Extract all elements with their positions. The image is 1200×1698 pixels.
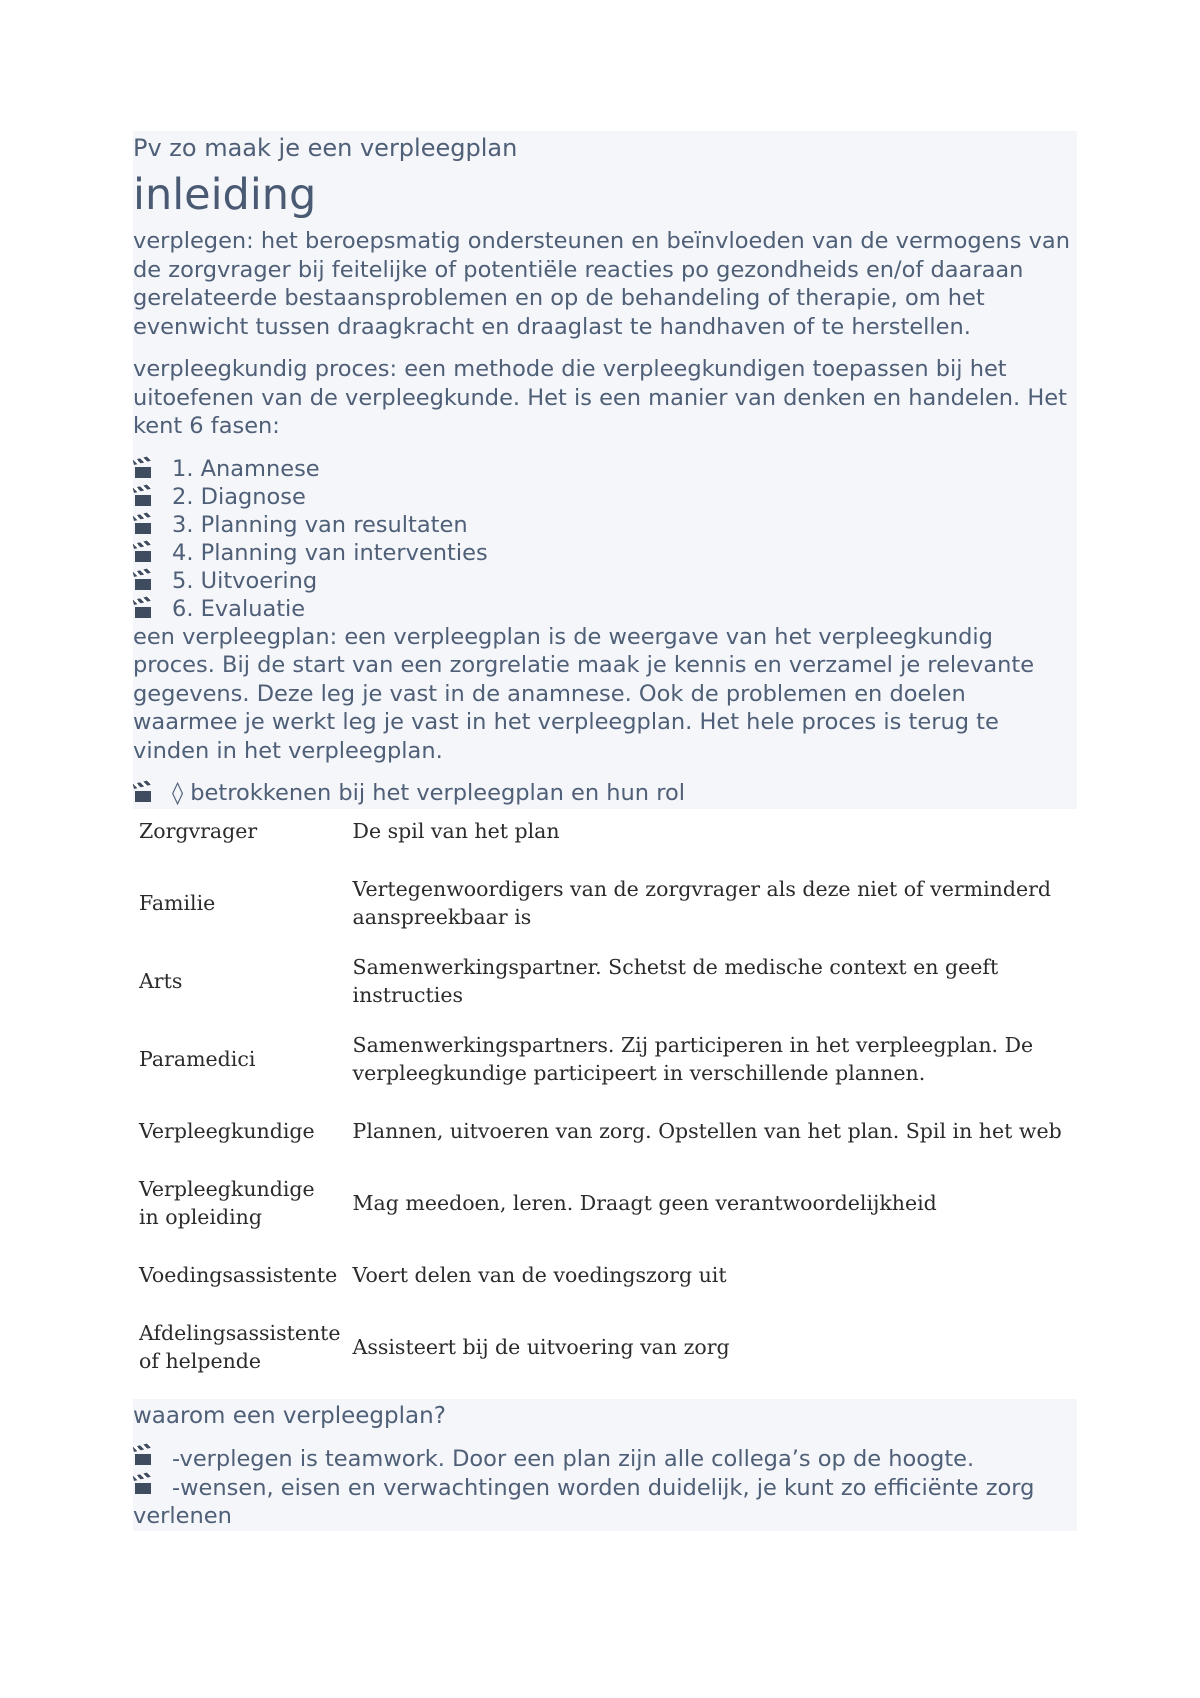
phases-list (133, 455, 1077, 623)
description-cell: De spil van het plan (352, 819, 560, 843)
why-bullet (133, 1445, 1077, 1474)
table-row (133, 809, 1077, 853)
phase-label: 4. Planning van interventies (172, 539, 488, 566)
clapperboard-icon (133, 571, 157, 591)
description-cell: Mag meedoen, leren. Draagt geen verantwoordelijkheid (352, 1191, 937, 1215)
table-row (133, 853, 1077, 953)
list-item (133, 511, 1077, 539)
role-cell: Paramedici (139, 1047, 256, 1071)
heading-inleiding: inleiding (133, 170, 317, 220)
list-item (133, 483, 1077, 511)
clapperboard-icon (133, 783, 157, 803)
why-bullet (133, 1474, 1077, 1531)
table-row (133, 1253, 1077, 1297)
role-cell: Voedingsassistente (139, 1263, 338, 1287)
table-row (133, 1009, 1077, 1109)
document-title: Pv zo maak je een verpleegplan (133, 134, 518, 162)
clapperboard-icon (133, 1475, 157, 1495)
phase-label: 2. Diagnose (172, 483, 306, 510)
roles-table (133, 809, 1077, 1397)
document-page (133, 131, 1077, 1531)
table-row (133, 1297, 1077, 1397)
description-cell: Voert delen van de voedingszorg uit (352, 1263, 727, 1287)
clapperboard-icon (133, 459, 157, 479)
clapperboard-icon (133, 515, 157, 535)
why-bullet-text: -wensen, eisen en verwachtingen worden duidelijk, je kunt zo efficiënte zorg verlenen (133, 1474, 1035, 1529)
description-cell: Samenwerkingspartners. Zij participeren in het verpleegplan. De verpleegkundige participeert in verschillende plannen. (352, 1033, 1034, 1085)
list-item (133, 595, 1077, 623)
list-item (133, 539, 1077, 567)
clapperboard-icon (133, 487, 157, 507)
role-cell: Verpleegkundige (139, 1119, 315, 1143)
phase-label: 1. Anamnese (172, 455, 320, 482)
table-row (133, 1153, 1077, 1253)
table-row (133, 953, 1077, 1009)
why-bullet-text: -verplegen is teamwork. Door een plan zijn alle collega’s op de hoogte. (172, 1446, 975, 1472)
clapperboard-icon (133, 1446, 157, 1466)
phase-label: 5. Uitvoering (172, 567, 318, 594)
intro-section (133, 131, 1077, 809)
role-cell: Verpleegkundige in opleiding (139, 1177, 315, 1229)
role-cell: Arts (139, 969, 183, 993)
description-cell: Vertegenwoordigers van de zorgvrager als deze niet of verminderd aanspreekbaar is (352, 877, 1052, 929)
role-cell: Afdelingsassistente of helpende (139, 1321, 341, 1373)
stakeholders-bullet (133, 779, 1077, 809)
why-section (133, 1399, 1077, 1531)
role-cell: Zorgvrager (139, 819, 258, 843)
table-row (133, 1109, 1077, 1153)
paragraph-verpleegkundig-proces: verpleegkundig proces: een methode die verpleegkundigen toepassen bij het uitoefenen van de verpleegkunde. Het is een manier van denken en handelen. Het kent 6 fasen: (133, 356, 1067, 439)
clapperboard-icon (133, 599, 157, 619)
list-item (133, 567, 1077, 595)
phase-label: 6. Evaluatie (172, 595, 306, 622)
heading-why: waarom een verpleegplan? (133, 1403, 446, 1429)
stakeholders-label: ◊ betrokkenen bij het verpleegplan en hun rol (172, 780, 685, 806)
phase-label: 3. Planning van resultaten (172, 511, 468, 538)
role-cell: Familie (139, 891, 216, 915)
description-cell: Plannen, uitvoeren van zorg. Opstellen van het plan. Spil in het web (352, 1119, 1062, 1143)
list-item (133, 455, 1077, 483)
paragraph-verpleegplan: een verpleegplan: een verpleegplan is de weergave van het verpleegkundig proces. Bij de start van een zorgrelatie maak je kennis en verzamel je relevante gegevens. Deze leg je vast in de anamnese. Ook de problemen en doelen waarmee je werkt leg je vast in het verpleegplan. Het hele proces is terug te vinden in het verpleegplan. (133, 623, 1035, 764)
clapperboard-icon (133, 543, 157, 563)
paragraph-verplegen: verplegen: het beroepsmatig ondersteunen en beïnvloeden van de vermogens van de zorgvrager bij feitelijke of potentiële reacties po gezondheids en/of daaraan gerelateerde bestaansproblemen en op de behandeling of therapie, om het evenwicht tussen draagkracht en draaglast te handhaven of te herstellen. (133, 228, 1070, 340)
description-cell: Samenwerkingspartner. Schetst de medische context en geeft instructies (352, 955, 999, 1007)
description-cell: Assisteert bij de uitvoering van zorg (352, 1335, 730, 1359)
